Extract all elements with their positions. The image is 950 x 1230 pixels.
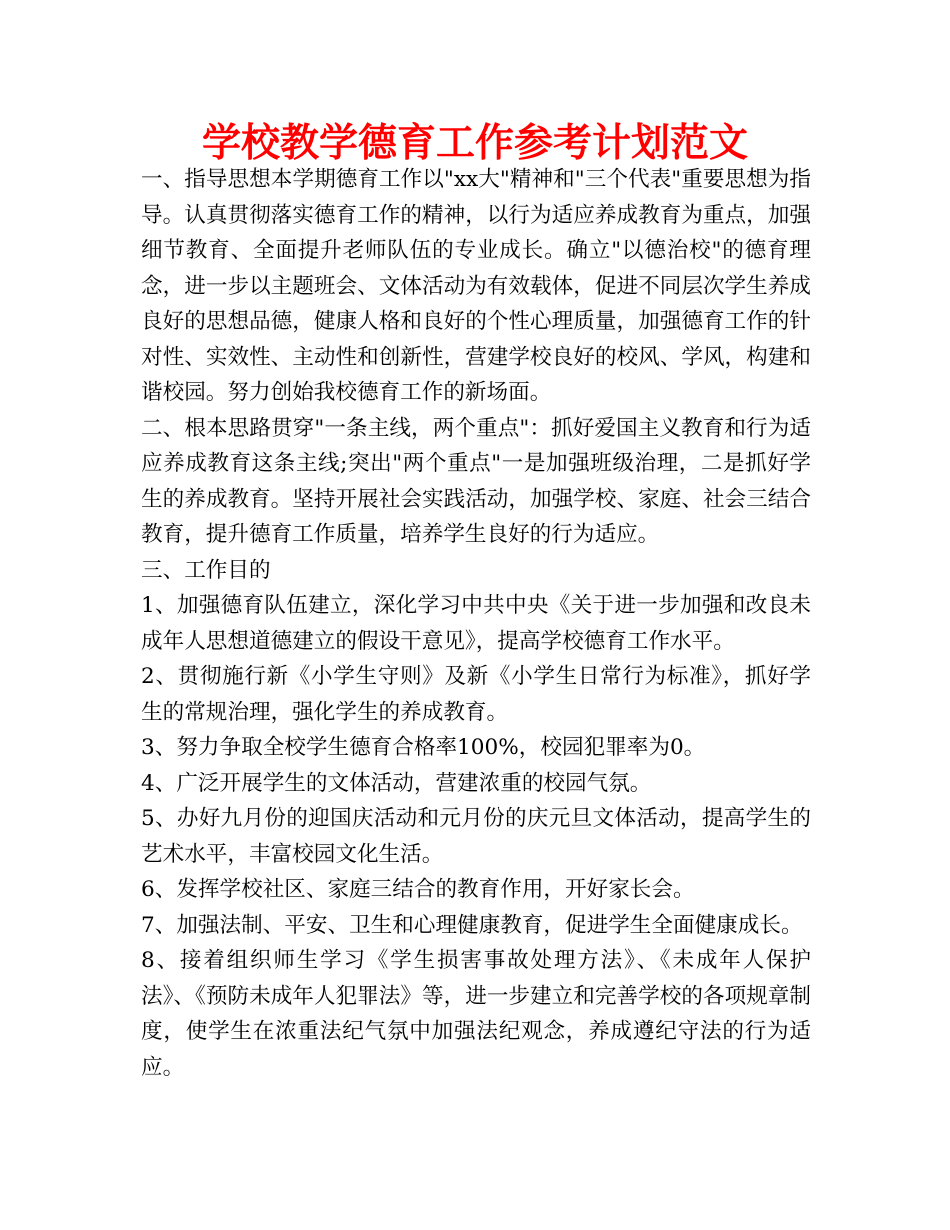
paragraph-basic-approach: 二、根本思路贯穿"一条主线，两个重点"：抓好爱国主义教育和行为适应养成教育这条主线;突出"两个重点"一是加强班级治理，二是抓好学生的养成教育。坚持开展社会实践活动，加强学校、家庭、社会三结合教育，提升德育工作质量，培养学生良好的行为适应。 (141, 415, 811, 547)
paragraph-goal-2: 2、贯彻施行新《小学生守则》及新《小学生日常行为标准》，抓好学生的常规治理，强化学生的养成教育。 (141, 664, 811, 725)
paragraph-goal-3: 3、努力争取全校学生德育合格率100%，校园犯罪率为0。 (141, 735, 706, 760)
document-title: 学校教学德育工作参考计划范文 (201, 121, 748, 166)
paragraph-goal-7: 7、加强法制、平安、卫生和心理健康教育，促进学生全面健康成长。 (141, 912, 803, 938)
paragraph-goal-6: 6、发挥学校社区、家庭三结合的教育作用，开好家长会。 (141, 877, 695, 902)
paragraph-goal-1: 1、加强德育队伍建立，深化学习中共中央《关于进一步加强和改良未成年人思想道德建立的假设干意见》，提高学校德育工作水平。 (141, 593, 811, 654)
paragraph-goal-4: 4、广泛开展学生的文体活动，营建浓重的校园气氛。 (141, 770, 652, 796)
paragraph-guiding-ideology: 一、指导思想本学期德育工作以"xx大"精神和"三个代表"重要思想为指导。认真贯彻落实德育工作的精神，以行为适应养成教育为重点，加强细节教育、全面提升老师队伍的专业成长。确立"以德治校"的德育理念，进一步以主题班会、文体活动为有效载体，促进不同层次学生养成良好的思想品德，健康人格和良好的个性心理质量，加强德育工作的针对性、实效性、主动性和创新性，营建学校良好的校风、学风，构建和谐校园。努力创始我校德育工作的新场面。 (141, 167, 811, 405)
paragraph-goal-5: 5、办好九月份的迎国庆活动和元月份的庆元旦文体活动，提高学生的艺术水平，丰富校园文化生活。 (141, 806, 811, 867)
paragraph-section-heading-goals: 三、工作目的 (141, 557, 271, 583)
document-body (141, 162, 811, 1085)
paragraph-goal-8: 8、接着组织师生学习《学生损害事故处理方法》、《未成年人保护法》、《预防未成年人犯罪法》等，进一步建立和完善学校的各项规章制度，使学生在浓重法纪气氛中加强法纪观念，养成遵纪守法的行为适应。 (141, 948, 811, 1080)
